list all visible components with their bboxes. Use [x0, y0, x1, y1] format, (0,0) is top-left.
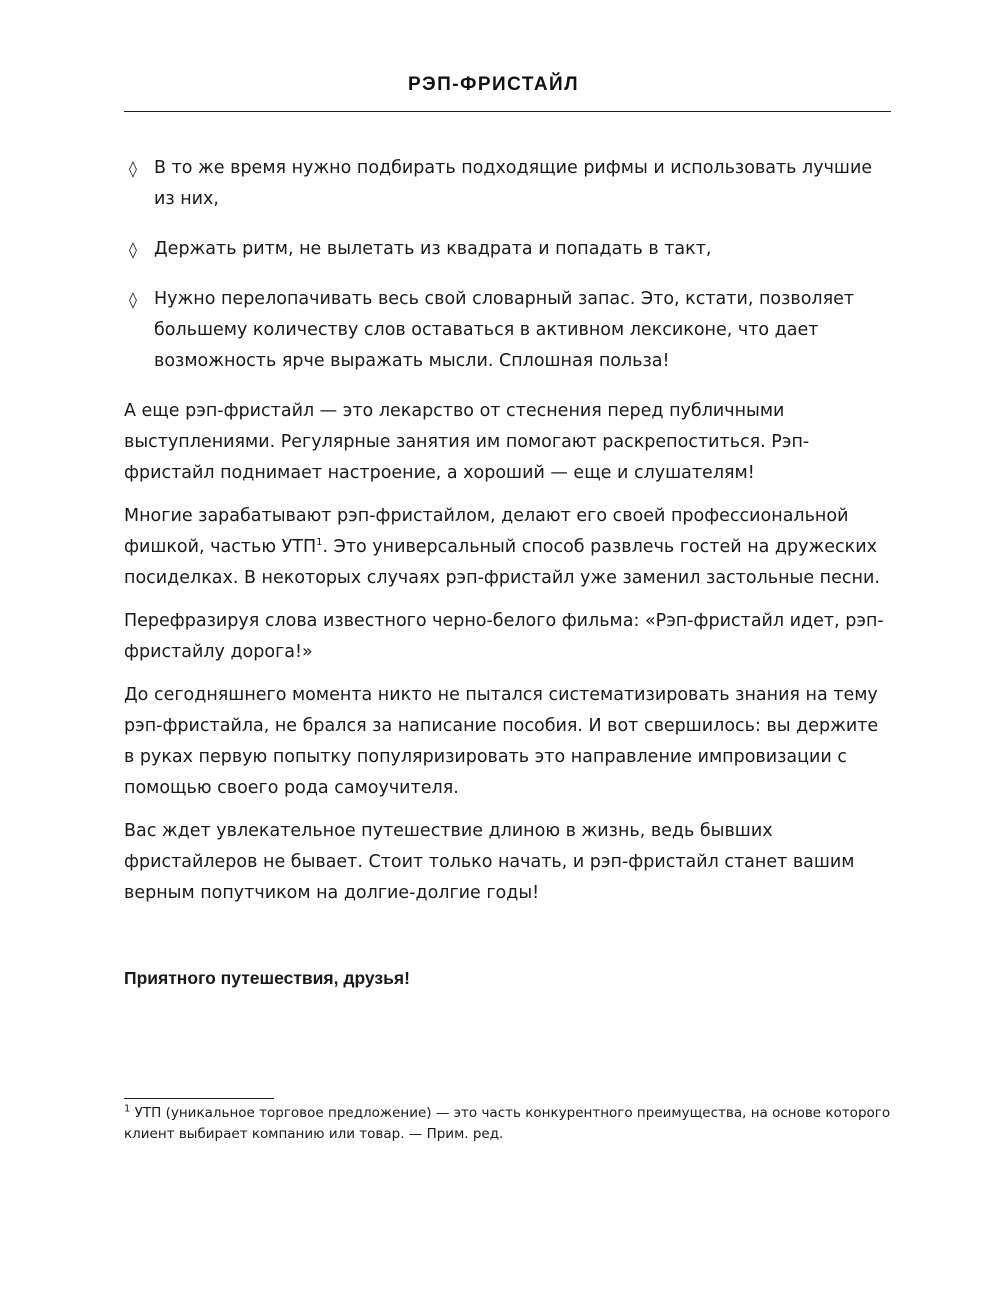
bullet-item	[124, 234, 891, 265]
page-body	[124, 153, 891, 994]
bullet-item	[124, 153, 891, 215]
page-header-title: РЭП-ФРИСТАЙЛ	[407, 74, 580, 95]
paragraph-text: Многие зарабатывают рэп-фристайлом, делают его своей профессиональной фишкой, частью УТП	[124, 506, 849, 557]
paragraph: До сегодняшнего момента никто не пытался систематизировать знания на тему рэп-фристайла, не брался за написание пособия. И вот свершилось: вы держите в руках первую попытку популяризировать это направление импровизации с помощью своего рода самоучителя.	[124, 685, 879, 798]
header-divider	[124, 111, 891, 112]
diamond-bullet-icon: ◊	[129, 159, 137, 178]
diamond-bullet-icon: ◊	[129, 240, 137, 259]
footnote-divider	[124, 1098, 274, 1099]
bullet-item	[124, 284, 891, 377]
paragraph: А еще рэп-фристайл — это лекарство от стеснения перед публичными выступлениями. Регулярные занятия им помогают раскрепоститься. Рэп-фристайл поднимает настроение, а хороший — еще и слушателям!	[124, 401, 810, 483]
bullet-list	[124, 153, 891, 377]
footnote	[124, 1103, 891, 1145]
footnote-text: УТП (уникальное торговое предложение) — это часть конкурентного преимущества, на основе которого клиент выбирает компанию или товар. — Прим. ред.	[124, 1105, 891, 1142]
paragraph	[124, 501, 891, 594]
paragraph: Вас ждет увлекательное путешествие длиною в жизнь, ведь бывших фристайлеров не бывает. Стоит только начать, и рэп-фристайл станет вашим верным попутчиком на долгие-долгие годы!	[124, 821, 855, 903]
paragraph-text: . Это универсальный способ развлечь гостей на дружеских посиделках. В некоторых случаях рэп-фристайл уже заменил застольные песни.	[124, 537, 880, 588]
footnote-reference[interactable]: 1	[316, 537, 323, 549]
bullet-text: Нужно перелопачивать весь свой словарный запас. Это, кстати, позволяет большему количеству слов оставаться в активном лексиконе, что дает возможность ярче выражать мысли. Сплошная польза!	[154, 289, 855, 371]
bullet-text: Держать ритм, не вылетать из квадрата и попадать в такт,	[154, 239, 712, 259]
paragraph: Перефразируя слова известного черно-белого фильма: «Рэп-фристайл идет, рэп-фристайлу дорога!»	[124, 611, 884, 662]
diamond-bullet-icon: ◊	[129, 290, 137, 309]
closing-line: Приятного путешествия, друзья!	[124, 968, 410, 988]
footnote-number: 1	[124, 1103, 131, 1115]
bullet-text: В то же время нужно подбирать подходящие рифмы и использовать лучшие из них,	[154, 158, 873, 209]
